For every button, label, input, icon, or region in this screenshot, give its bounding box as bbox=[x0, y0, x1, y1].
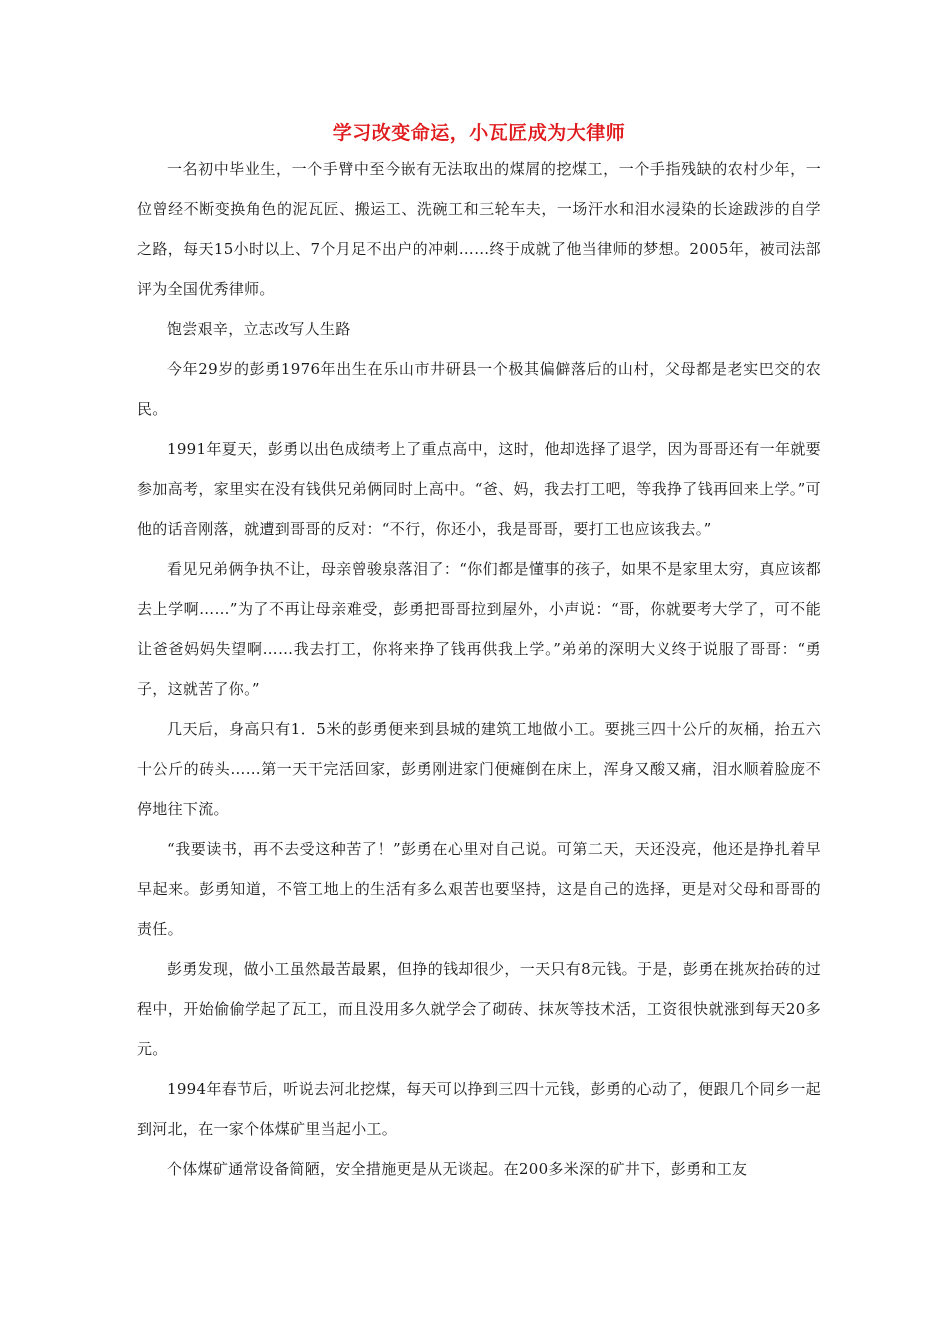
paragraph: 1994年春节后，听说去河北挖煤，每天可以挣到三四十元钱，彭勇的心动了，便跟几个同乡一起到河北，在一家个体煤矿里当起小工。 bbox=[137, 1080, 821, 1138]
section-heading: 饱尝艰辛，立志改写人生路 bbox=[167, 320, 351, 338]
paragraph-continued: 个体煤矿通常设备简陋，安全措施更是从无谈起。在200多米深的矿井下，彭勇和工友 bbox=[167, 1160, 748, 1178]
paragraph: 1991年夏天，彭勇以出色成绩考上了重点高中，这时，他却选择了退学，因为哥哥还有一年就要参加高考，家里实在没有钱供兄弟俩同时上高中。“爸、妈，我去打工吧，等我挣了钱再回来上学。”可他的话音刚落，就遭到哥哥的反对：“不行，你还小，我是哥哥，要打工也应该我去。” bbox=[137, 440, 821, 538]
paragraph: “我要读书，再不去受这种苦了！”彭勇在心里对自己说。可第二天，天还没亮，他还是挣扎着早早起来。彭勇知道，不管工地上的生活有多么艰苦也要坚持，这是自己的选择，更是对父母和哥哥的责任。 bbox=[137, 840, 821, 938]
document-title: 学习改变命运，小瓦匠成为大律师 bbox=[332, 122, 626, 144]
paragraph: 今年29岁的彭勇1976年出生在乐山市井研县一个极其偏僻落后的山村，父母都是老实巴交的农民。 bbox=[137, 360, 821, 418]
paragraph: 看见兄弟俩争执不让，母亲曾骏泉落泪了：“你们都是懂事的孩子，如果不是家里太穷，真应该都去上学啊……”为了不再让母亲难受，彭勇把哥哥拉到屋外，小声说：“哥，你就要考大学了，可不能让爸爸妈妈失望啊……我去打工，你将来挣了钱再供我上学。”弟弟的深明大义终于说服了哥哥：“勇子，这就苦了你。” bbox=[137, 560, 821, 698]
paragraph-intro: 一名初中毕业生，一个手臂中至今嵌有无法取出的煤屑的挖煤工，一个手指残缺的农村少年，一位曾经不断变换角色的泥瓦匠、搬运工、洗碗工和三轮车夫，一场汗水和泪水浸染的长途跋涉的自学之路，每天15小时以上、7个月足不出户的冲刺……终于成就了他当律师的梦想。2005年，被司法部评为全国优秀律师。 bbox=[137, 160, 821, 298]
paragraph: 彭勇发现，做小工虽然最苦最累，但挣的钱却很少，一天只有8元钱。于是，彭勇在挑灰抬砖的过程中，开始偷偷学起了瓦工，而且没用多久就学会了砌砖、抹灰等技术活，工资很快就涨到每天20多元。 bbox=[137, 960, 821, 1058]
paragraph: 几天后，身高只有1．5米的彭勇便来到县城的建筑工地做小工。要挑三四十公斤的灰桶，抬五六十公斤的砖头……第一天干完活回家，彭勇刚进家门便瘫倒在床上，浑身又酸又痛，泪水顺着脸庞不停地往下流。 bbox=[137, 720, 821, 818]
document-page bbox=[137, 119, 821, 1189]
